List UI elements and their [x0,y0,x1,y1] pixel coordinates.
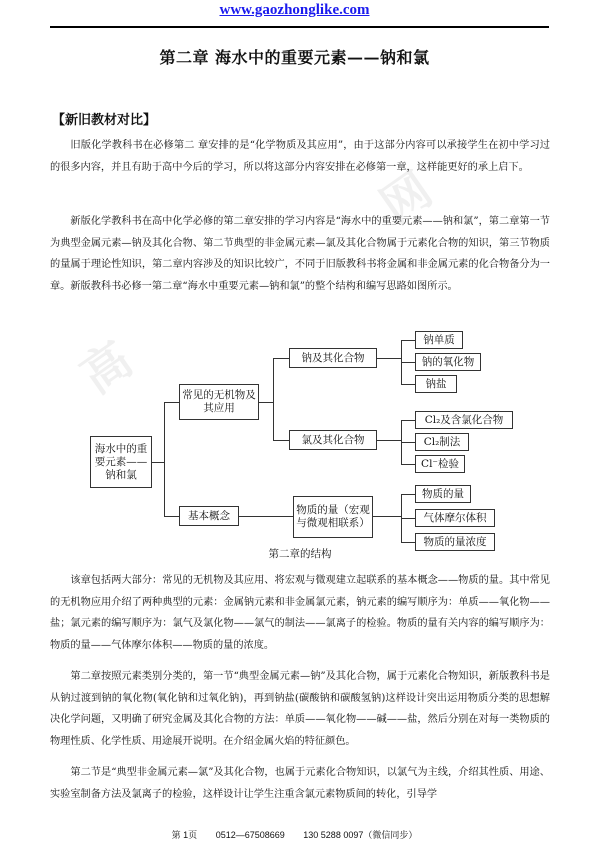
diagram-item [415,433,469,451]
connector [377,358,401,359]
diagram-item-label: 气体摩尔体积 [423,511,487,524]
diagram-mole [293,496,373,538]
diagram-sodium-label: 钠及其化合物 [301,351,365,364]
diagram-item-label: Cl⁻检验 [421,457,459,470]
phone-1: 0512—67508669 [215,830,285,840]
diagram-item-label: 钠单质 [423,333,455,346]
section-heading: 【新旧教材对比】 [52,113,157,128]
diagram-branch-inorganic-label: 常见的无机物及其应用 [182,389,256,414]
diagram-item [415,455,465,473]
diagram-caption: 第二章的结构 [268,548,332,560]
connector [239,516,293,517]
diagram-item-label: 钠的氧化物 [421,355,475,368]
paragraph-4: 第二章按照元素类别分类的，第一节“典型金属元素—钠”及其化合物，属于元素化合物知识，新版教科书是从钠过渡到钠的氧化物(氧化钠和过氧化钠)，再到钠盐(碳酸钠和碳酸氢钠)这样设计突出运用物质分类的思想解决化学问题，又明确了研究金属及其化合物的方法：单质——氧化物——碱——盐，然后分别在对每一类物质的物理性质、化学性质、用途展开说明。在介绍金属火焰的特征颜色。 [50,671,550,747]
diagram-root [90,436,152,488]
diagram-item-label: 钠盐 [425,377,447,390]
diagram-item-label: 物质的量 [422,487,464,500]
diagram-item [415,353,481,371]
connector [259,402,273,403]
diagram-branch-concepts [179,506,239,526]
watermark: 网 [370,161,443,235]
connector [401,494,415,495]
diagram-mole-label: 物质的量（宏观与微观相联系） [296,504,370,529]
connector [373,516,401,517]
phone-2: 130 5288 0097（微信同步） [303,830,418,840]
watermark: 高 [70,331,143,405]
diagram-branch-concepts-label: 基本概念 [188,509,230,522]
paragraph-1: 旧版化学教科书在必修第二 章安排的是“化学物质及其应用”，由于这部分内容可以承接学生在初中学习过的很多内容，并且有助于高中今后的学习，所以将这部分内容安排在必修第一章，这样能更好的承上启下。 [50,140,550,173]
connector [273,440,289,441]
connector [401,518,415,519]
connector [164,402,165,516]
connector [377,440,401,441]
connector [401,420,415,421]
connector [152,462,164,463]
diagram-root-label: 海水中的重要元素——钠和氯 [94,442,148,481]
diagram-item [415,375,457,393]
page-title: 第二章 海水中的重要元素——钠和氯 [159,48,430,67]
diagram-branch-inorganic [179,384,259,420]
connector [401,542,415,543]
diagram-item-label: 物质的量浓度 [423,535,487,548]
connector [401,464,415,465]
header-url[interactable]: www.gaozhonglike.com [219,2,370,18]
diagram-item-label: Cl₂及含氯化合物 [424,413,504,426]
connector [164,516,179,517]
connector [401,362,415,363]
diagram-sodium-compounds [289,348,377,368]
diagram-item [415,411,513,429]
header-rule [50,26,549,28]
page-number: 第 1页 [171,830,198,840]
connector [401,442,415,443]
diagram-item-label: Cl₂制法 [423,435,461,448]
connector [273,358,289,359]
paragraph-2: 新版化学教科书在高中化学必修的第二章安排的学习内容是“海水中的重要元素——钠和氯”，第二章第一节为典型金属元素—钠及其化合物、第二节典型的非金属元素—氯及其化合物属于元素化合物的知识，第三节物质的量属于理论性知识，第二章内容涉及的知识比较广，不同于旧版教科书将金属和非金属元素的化合物备分为一章。新版教科书必修一第二章“海水中重要元素—钠和氯”的整个结构和编写思路如图所示。 [50,216,550,292]
paragraph-5: 第二节是“典型非金属元素—氯”及其化合物，也属于元素化合物知识，以氯气为主线，介绍其性质、用途、实验室制备方法及氯离子的检验，这样设计让学生注重含氯元素物质间的转化，引导学 [50,767,550,800]
diagram-chlorine-compounds [289,430,377,450]
diagram-item [415,509,495,527]
connector [401,340,415,341]
connector [164,402,179,403]
diagram-item [415,485,471,503]
connector [273,358,274,440]
paragraph-3: 该章包括两大部分：常见的无机物及其应用、将宏观与微观建立起联系的基本概念——物质的量。其中常见的无机物应用介绍了两种典型的元素：金属钠元素和非金属氯元素，钠元素的编写顺序为：单质——氧化物——盐；氯元素的编写顺序为：氯气及氯化物——氯气的制法——氯离子的检验。物质的量有关内容的编写顺序为：物质的量——气体摩尔体积——物质的量的浓度。 [50,575,550,651]
structure-diagram [60,328,540,560]
connector [401,384,415,385]
footer [0,828,589,841]
diagram-chlorine-label: 氯及其化合物 [301,433,365,446]
diagram-item [415,331,463,349]
